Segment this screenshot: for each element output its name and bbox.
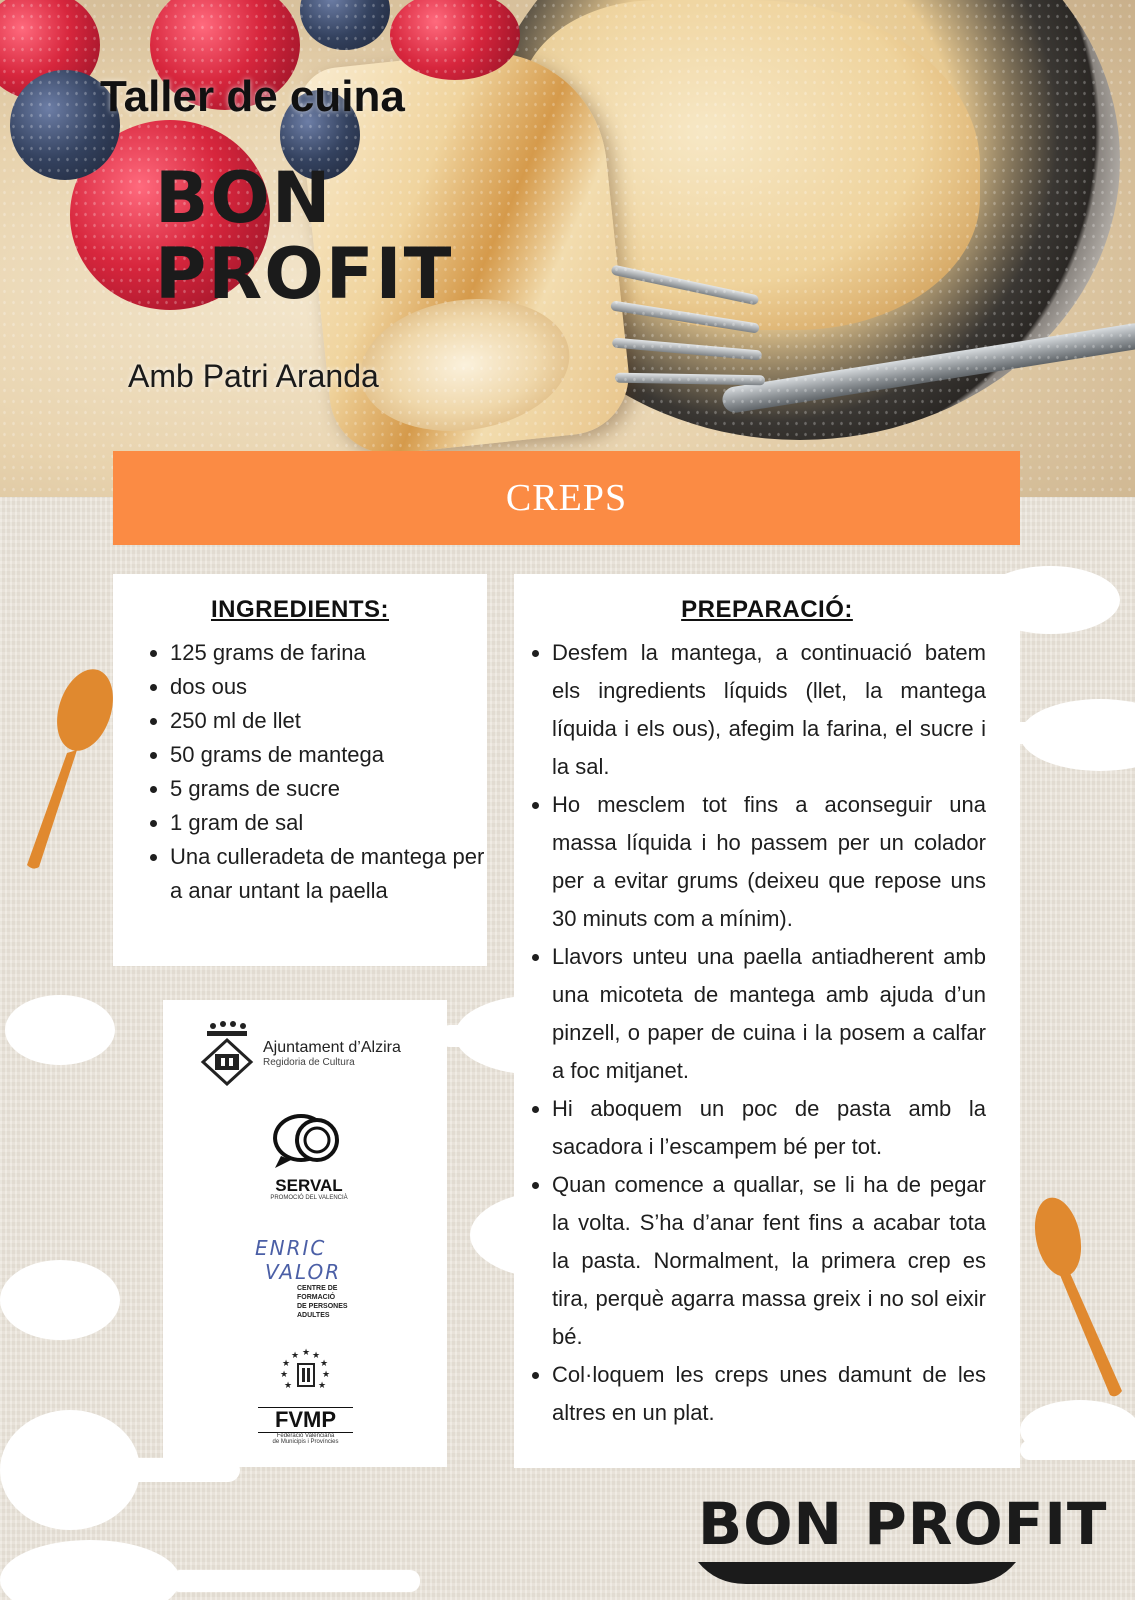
sponsors-card — [163, 1000, 447, 1467]
preparation-step: • Desfem la mantega, a continuació batem els ingredients líquids (llet, la mantega líquida i els ous), afegim la farina, el sucre i la sal. — [552, 634, 986, 786]
fvmp-subtitle-1: Federació Valenciana — [276, 1433, 335, 1439]
logo-line-2: PROFIT — [155, 233, 454, 315]
preparation-step: • Col·loquem les creps unes damunt de les altres en un plat. — [552, 1356, 986, 1432]
logo-line-1: BON — [155, 157, 333, 239]
hero-photo — [0, 0, 1135, 497]
preparation-card — [514, 574, 1020, 1468]
ingredients-heading: INGREDIENTS: — [210, 596, 389, 623]
svg-text:★: ★ — [319, 1359, 328, 1369]
preparation-heading: PREPARACIÓ: — [681, 596, 853, 623]
fvmp-stars-icon — [276, 1346, 336, 1402]
preparation-step: • Ho mesclem tot fins a aconseguir una massa líquida i ho passem per un colador per a evitar grums (deixeu que repose uns 30 minuts com a mínim). — [552, 786, 986, 938]
recipe-title-bar — [113, 451, 1020, 545]
alzira-subtitle: Regidoria de Cultura — [263, 1056, 355, 1068]
recipe-title: CREPS — [505, 477, 628, 519]
preparation-step: • Llavors unteu una paella antiadherent amb una micoteta de mantega amb ajuda d’un pinzell, o paper de cuina i la posem a calfar a foc mitjanet. — [552, 938, 986, 1090]
workshop-title: Taller de cuina — [100, 72, 405, 121]
ingredient-item: • 5 grams de sucre — [170, 772, 487, 806]
svg-text:★: ★ — [317, 1381, 326, 1391]
preparation-step: • Hi aboquem un poc de pasta amb la sacadora i l’escampem bé per tot. — [552, 1090, 986, 1166]
bowl-icon — [698, 1560, 1016, 1586]
enric-subtitle-4: ADULTES — [297, 1312, 330, 1319]
serval-subtitle: PROMOCIÓ DEL VALENCIÀ — [270, 1195, 348, 1201]
footer-logo: BON PROFIT — [698, 1490, 1108, 1558]
orange-spoon-icon — [1030, 1195, 1135, 1405]
svg-text:★: ★ — [321, 1370, 330, 1380]
alzira-logo — [199, 1020, 401, 1086]
svg-text:★: ★ — [283, 1381, 292, 1391]
ingredients-list — [113, 636, 487, 908]
preparation-step: • Quan comence a quallar, se li ha de pegar la volta. S’ha d’anar fent fins a acabar tota la pasta. Normalment, la primera crep es tira, perquè agarra massa greix i no sol eixir bé. — [552, 1166, 986, 1356]
orange-spoon-icon — [15, 665, 125, 885]
svg-text:★: ★ — [279, 1370, 288, 1380]
host-name: Amb Patri Aranda — [128, 358, 379, 394]
fvmp-name: FVMP — [258, 1407, 353, 1433]
ingredient-item: • 1 gram de sal — [170, 806, 487, 840]
valor-name: VALOR — [265, 1260, 342, 1284]
ingredient-item: • dos ous — [170, 670, 487, 704]
svg-text:★: ★ — [301, 1348, 310, 1358]
svg-text:★: ★ — [281, 1359, 290, 1369]
alzira-name: Ajuntament d’Alzira — [263, 1038, 401, 1056]
ingredient-item: • 250 ml de llet — [170, 704, 487, 738]
fvmp-logo — [258, 1346, 353, 1445]
enric-subtitle-1: CENTRE DE — [297, 1285, 338, 1292]
ingredient-item: • Una culleradeta de mantega per a anar untant la paella — [170, 840, 487, 908]
svg-text:★: ★ — [311, 1351, 320, 1361]
enric-subtitle-3: DE PERSONES — [297, 1303, 348, 1310]
serval-speech-icon — [271, 1112, 347, 1172]
enric-subtitle-2: FORMACIÓ — [297, 1294, 336, 1301]
bon-profit-logo — [155, 157, 454, 315]
enric-name: ENRIC — [255, 1236, 327, 1260]
ingredients-card — [113, 574, 487, 966]
enric-valor-logo — [255, 1236, 348, 1320]
serval-logo — [269, 1112, 349, 1201]
svg-text:★: ★ — [290, 1351, 299, 1361]
alzira-shield-icon — [199, 1020, 255, 1086]
fvmp-subtitle-2: de Municipis i Províncies — [272, 1439, 339, 1445]
ingredient-item: • 125 grams de farina — [170, 636, 487, 670]
ingredient-item: • 50 grams de mantega — [170, 738, 487, 772]
preparation-list — [514, 634, 1020, 1432]
serval-name: SERVAL — [275, 1176, 343, 1195]
